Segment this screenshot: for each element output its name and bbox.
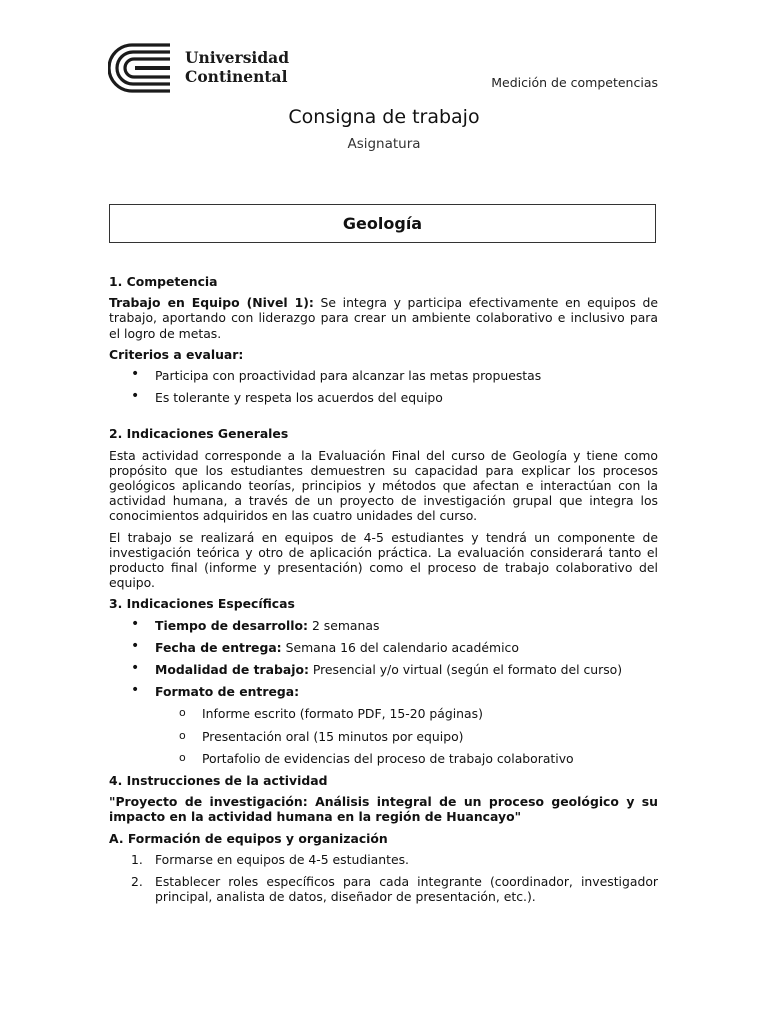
- especifica-label: Tiempo de desarrollo:: [155, 617, 309, 633]
- section-label: Medición de competencias: [491, 75, 658, 90]
- steps-list: [109, 852, 658, 905]
- page-title: Consigna de trabajo: [288, 106, 480, 128]
- step-number: 1.: [131, 851, 143, 867]
- criterios-list: [109, 368, 658, 405]
- formato-item: o Portafolio de evidencias del proceso de trabajo colaborativo: [155, 751, 658, 766]
- document-body: [109, 274, 658, 912]
- especifica-item: [109, 640, 658, 655]
- university-logo: [108, 42, 288, 94]
- especificas-list: [109, 618, 658, 766]
- especifica-label: Formato de entrega:: [155, 684, 300, 700]
- project-title-text: "Proyecto de investigación: Análisis integral de un proceso geológico y su impacto en la actividad humana en la región de Huancayo": [109, 794, 658, 825]
- generales-paragraph-1: Esta actividad corresponde a la Evaluación Final del curso de Geología y tiene como propósito que los estudiantes demuestren su capacidad para explicar los procesos geológicos aplicando teorías, principios y métodos que afectan e interactúan con la actividad humana, a través de un proyecto de investigación grupal que integra los conocimientos adquiridos en las cuatro unidades del curso.: [109, 447, 658, 524]
- criterio-item: • Es tolerante y respeta los acuerdos del equipo: [109, 390, 658, 405]
- especifica-label: Fecha de entrega:: [155, 639, 282, 655]
- step-number: 2.: [131, 874, 143, 890]
- subsection-a-heading: A. Formación de equipos y organización: [109, 830, 388, 846]
- especifica-item: [109, 662, 658, 677]
- competencia-heading: 1. Competencia: [109, 274, 218, 289]
- formato-list: [155, 706, 658, 766]
- especifica-value: 2 semanas: [308, 617, 380, 633]
- especifica-value: Presencial y/o virtual (según el formato del curso): [308, 662, 623, 678]
- instrucciones-heading: 4. Instrucciones de la actividad: [109, 773, 328, 789]
- page-subtitle: Asignatura: [347, 136, 421, 152]
- formato-item: o Informe escrito (formato PDF, 15-20 páginas): [155, 706, 658, 721]
- continental-logo-icon: [108, 42, 174, 94]
- generales-heading: 2. Indicaciones Generales: [109, 426, 289, 442]
- especifica-label: Modalidad de trabajo:: [155, 662, 309, 678]
- criterio-item: • Participa con proactividad para alcanzar las metas propuestas: [109, 368, 658, 383]
- generales-paragraph-2: El trabajo se realizará en equipos de 4-5 estudiantes y tendrá un componente de investigación teórica y otro de aplicación práctica. La evaluación considerará tanto el producto final (informe y presentación) como el proceso de trabajo colaborativo del equipo.: [109, 529, 658, 591]
- logo-line-2: Continental: [185, 67, 288, 86]
- step-text: Formarse en equipos de 4-5 estudiantes.: [155, 851, 409, 867]
- criterios-heading: Criterios a evaluar:: [109, 346, 244, 362]
- especifica-item: [109, 684, 658, 766]
- competencia-description: [109, 295, 658, 341]
- step-text: Establecer roles específicos para cada integrante (coordinador, investigador principal, analista de datos, diseñador de presentación, etc.).: [155, 874, 658, 905]
- competencia-lead-label: Trabajo en Equipo (Nivel 1):: [109, 295, 314, 311]
- step-item: [109, 852, 658, 867]
- especifica-value: Semana 16 del calendario académico: [281, 639, 519, 655]
- logo-line-1: Universidad: [185, 48, 290, 67]
- especificas-heading: 3. Indicaciones Específicas: [109, 596, 295, 612]
- course-name-box: [109, 204, 656, 243]
- especifica-item: [109, 618, 658, 633]
- competencia-lead-text: Se integra y participa efectivamente en equipos de trabajo, aportando con liderazgo para crear un ambiente colaborativo e inclusivo para el logro de metas.: [109, 295, 658, 341]
- project-title: [109, 794, 658, 824]
- step-item: [109, 874, 658, 904]
- formato-item: o Presentación oral (15 minutos por equipo): [155, 729, 658, 744]
- logo-wordmark: [185, 48, 289, 86]
- course-name: Geología: [342, 214, 423, 233]
